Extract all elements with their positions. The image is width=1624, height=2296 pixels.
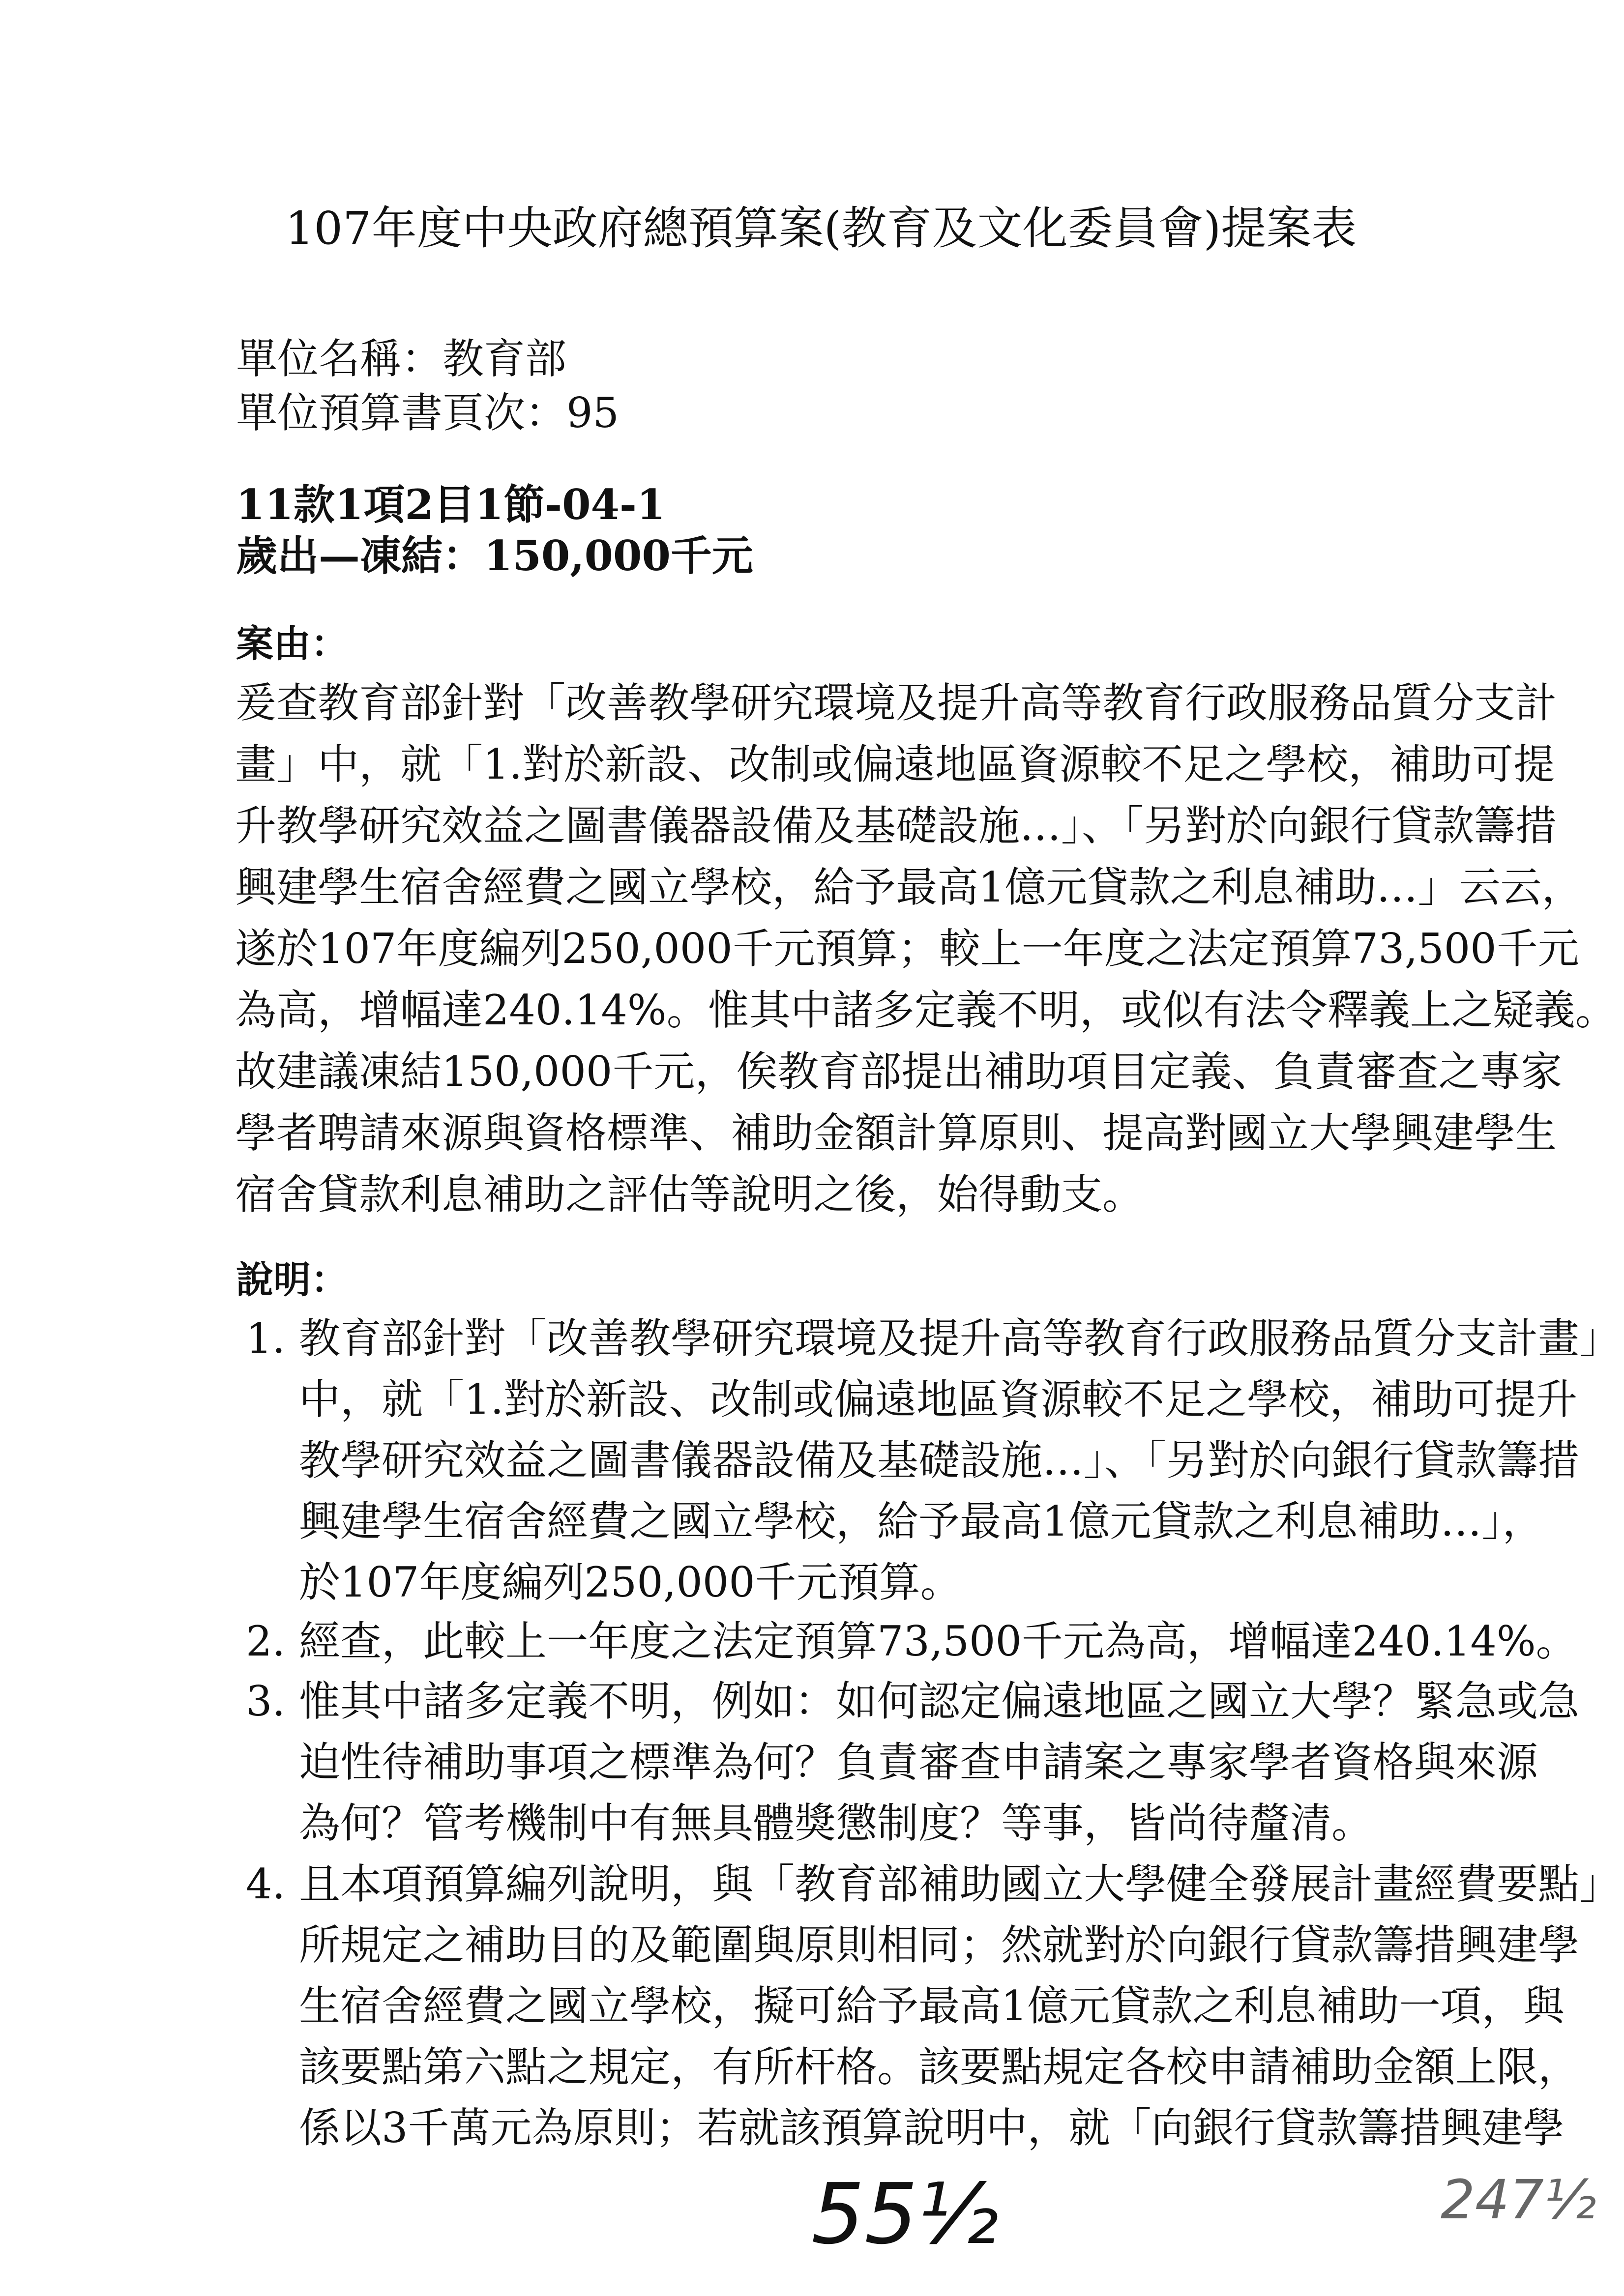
explain-item-line: 中，就「1.對於新設、改制或偏遠地區資源較不足之學校，補助可提升	[299, 1375, 1578, 1424]
explain-item-number: 1.	[246, 1314, 286, 1363]
reason-line: 爰查教育部針對「改善教學研究環境及提升高等教育行政服務品質分支計	[235, 679, 1557, 727]
reason-line: 為高，增幅達240.14%。惟其中諸多定義不明，或似有法令釋義上之疑義。	[235, 986, 1617, 1034]
handwritten-note: 247½	[1441, 2168, 1596, 2231]
explain-item-line: 為何？管考機制中有無具體獎懲制度？等事，皆尚待釐清。	[299, 1799, 1373, 1847]
reason-line: 學者聘請來源與資格標準、補助金額計算原則、提高對國立大學興建學生	[235, 1109, 1557, 1157]
explain-item-line: 所規定之補助目的及範圍與原則相同；然就對於向銀行貸款籌措興建學	[299, 1921, 1580, 1969]
reason-line: 興建學生宿舍經費之國立學校，給予最高1億元貸款之利息補助…」云云，	[235, 863, 1583, 911]
handwritten-page-number: 55½	[811, 2166, 999, 2263]
explain-item-line: 且本項預算編列說明，與「教育部補助國立大學健全發展計畫經費要點」	[299, 1860, 1621, 1908]
reason-line: 故建議凍結150,000千元，俟教育部提出補助項目定義、負責審查之專家	[235, 1047, 1563, 1096]
explain-item-number: 3.	[246, 1677, 286, 1725]
reason-line: 畫」中，就「1.對於新設、改制或偏遠地區資源較不足之學校，補助可提	[235, 740, 1555, 788]
explain-item-line: 經查，此較上一年度之法定預算73,500千元為高，增幅達240.14%。	[299, 1617, 1577, 1665]
explain-item-line: 教學研究效益之圖書儀器設備及基礎設施…」、「另對於向銀行貸款籌措	[299, 1436, 1580, 1484]
explain-item-line: 興建學生宿舍經費之國立學校，給予最高1億元貸款之利息補助…」，	[299, 1497, 1544, 1545]
explain-item-line: 係以3千萬元為原則；若就該預算說明中，就「向銀行貸款籌措興建學	[299, 2104, 1565, 2152]
document-title: 107年度中央政府總預算案(教育及文化委員會)提案表	[285, 202, 1357, 255]
unit-name: 單位名稱：教育部	[236, 335, 567, 383]
freeze-amount: 歲出—凍結：150,000千元	[236, 531, 753, 580]
explain-item-line: 該要點第六點之規定，有所杆格。該要點規定各校申請補助金額上限，	[299, 2043, 1580, 2091]
explain-heading: 說明：	[236, 1258, 348, 1302]
explain-item-line: 教育部針對「改善教學研究環境及提升高等教育行政服務品質分支計畫」	[299, 1314, 1621, 1363]
reason-line: 宿舍貸款利息補助之評估等說明之後，始得動支。	[235, 1170, 1144, 1219]
reason-heading: 案由：	[236, 622, 348, 666]
explain-item-line: 生宿舍經費之國立學校，擬可給予最高1億元貸款之利息補助一項，與	[299, 1982, 1565, 2030]
reason-line: 升教學研究效益之圖書儀器設備及基礎設施…」、「另對於向銀行貸款籌措	[235, 802, 1557, 850]
explain-item-number: 2.	[246, 1617, 286, 1665]
reason-line: 遂於107年度編列250,000千元預算；較上一年度之法定預算73,500千元	[235, 925, 1579, 973]
item-code: 11款1項2目1節-04-1	[236, 480, 666, 529]
explain-item-line: 惟其中諸多定義不明，例如：如何認定偏遠地區之國立大學？緊急或急	[299, 1677, 1580, 1725]
unit-budget-page: 單位預算書頁次：95	[236, 389, 619, 437]
explain-item-line: 迫性待補助事項之標準為何？負責審查申請案之專家學者資格與來源	[299, 1738, 1538, 1786]
explain-item-number: 4.	[246, 1860, 286, 1908]
explain-item-line: 於107年度編列250,000千元預算。	[299, 1558, 962, 1606]
